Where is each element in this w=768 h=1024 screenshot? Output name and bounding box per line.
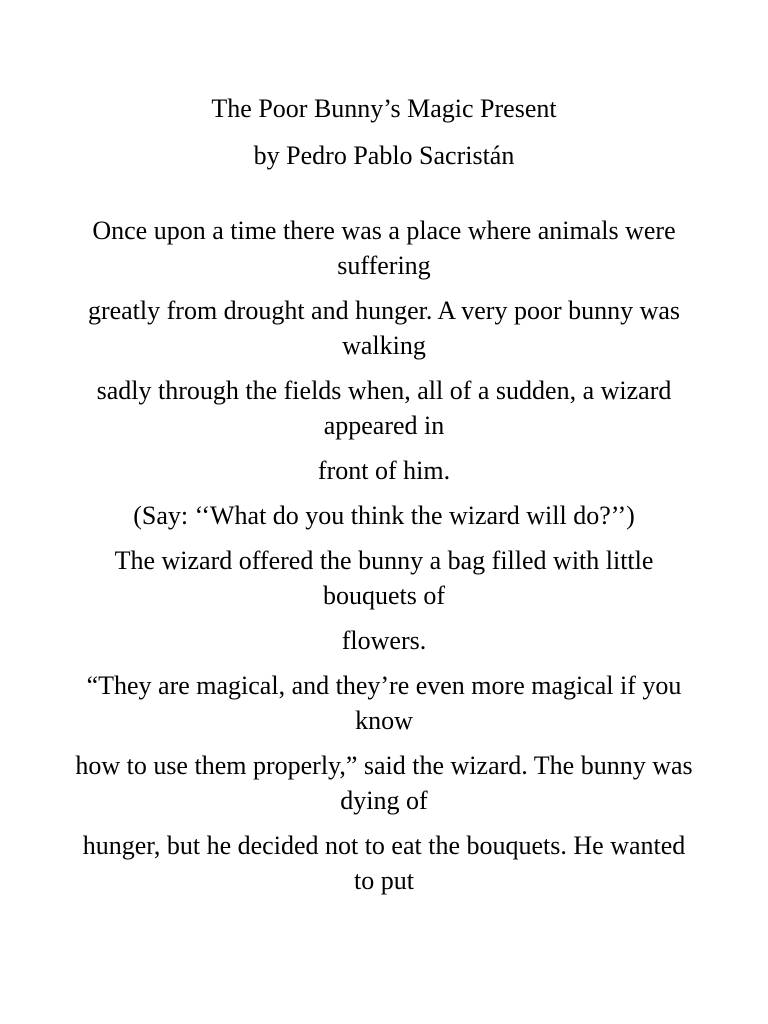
paragraph: sadly through the fields when, all of a sudden, a wizard appeared in [96,376,672,440]
paragraph: The wizard offered the bunny a bag filled with little bouquets of [114,546,654,610]
paragraph: flowers. [341,626,427,655]
author-byline: by Pedro Pablo Sacristán [253,141,515,170]
paragraph: hunger, but he decided not to eat the bouquets. He wanted to put [82,831,686,895]
story-title: The Poor Bunny’s Magic Present [211,94,557,123]
title-block [0,92,768,173]
paragraph: greatly from drought and hunger. A very poor bunny was walking [87,296,681,360]
paragraph: front of him. [317,456,451,485]
story-body [0,213,768,898]
paragraph: Once upon a time there was a place where animals were suffering [92,216,676,280]
paragraph: (Say: ‘‘What do you think the wizard will do?’’) [133,501,635,530]
paragraph: “They are magical, and they’re even more magical if you know [86,671,682,735]
paragraph: how to use them properly,” said the wizard. The bunny was dying of [75,751,693,815]
